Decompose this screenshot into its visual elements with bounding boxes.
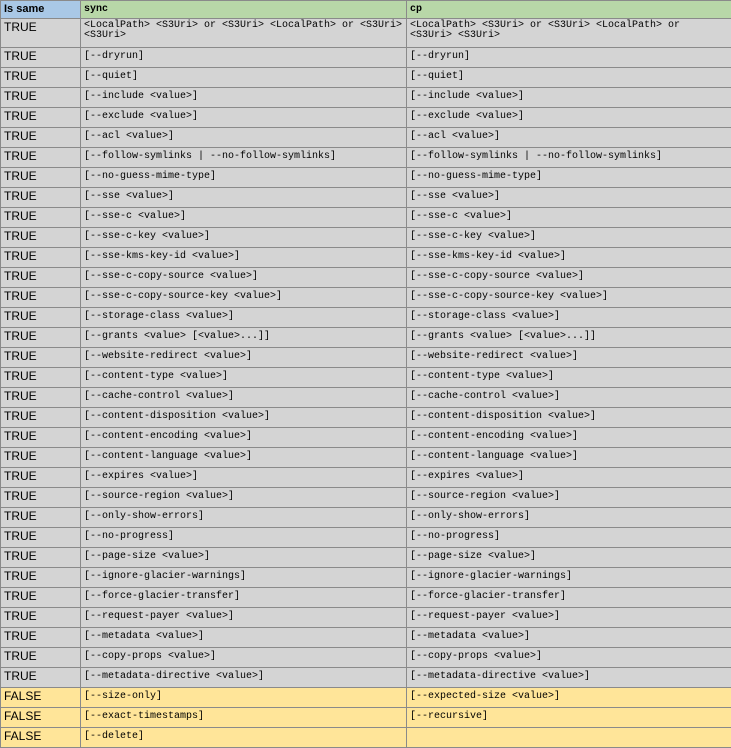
cell-sync[interactable]: [--source-region <value>]: [81, 488, 407, 508]
cell-sync[interactable]: [--cache-control <value>]: [81, 388, 407, 408]
cell-cp[interactable]: [--sse-c-copy-source <value>]: [407, 268, 731, 288]
cell-sync[interactable]: [--only-show-errors]: [81, 508, 407, 528]
cell-sync[interactable]: [--content-encoding <value>]: [81, 428, 407, 448]
header-is-same[interactable]: Is same: [1, 1, 81, 19]
cell-is-same[interactable]: TRUE: [1, 348, 81, 368]
table-row: [1, 568, 731, 588]
cell-is-same[interactable]: TRUE: [1, 328, 81, 348]
cell-is-same[interactable]: TRUE: [1, 19, 81, 48]
cell-sync[interactable]: [--sse-kms-key-id <value>]: [81, 248, 407, 268]
cell-cp[interactable]: [--request-payer <value>]: [407, 608, 731, 628]
table-row: [1, 19, 731, 48]
cell-cp[interactable]: [--sse <value>]: [407, 188, 731, 208]
table-row: [1, 408, 731, 428]
cell-sync[interactable]: [--content-disposition <value>]: [81, 408, 407, 428]
cell-sync[interactable]: [--size-only]: [81, 688, 407, 708]
cell-sync[interactable]: [--metadata-directive <value>]: [81, 668, 407, 688]
table-row: [1, 708, 731, 728]
cell-sync[interactable]: [--content-type <value>]: [81, 368, 407, 388]
cell-sync[interactable]: [--page-size <value>]: [81, 548, 407, 568]
cell-is-same[interactable]: TRUE: [1, 668, 81, 688]
cell-is-same[interactable]: FALSE: [1, 688, 81, 708]
table-row: [1, 268, 731, 288]
cell-cp[interactable]: [--no-progress]: [407, 528, 731, 548]
cell-is-same[interactable]: TRUE: [1, 388, 81, 408]
cell-cp[interactable]: [--storage-class <value>]: [407, 308, 731, 328]
cell-is-same[interactable]: TRUE: [1, 608, 81, 628]
table-row: [1, 448, 731, 468]
cell-sync[interactable]: [--ignore-glacier-warnings]: [81, 568, 407, 588]
cell-sync[interactable]: [--follow-symlinks | --no-follow-symlinks]: [81, 148, 407, 168]
table-row: [1, 428, 731, 448]
cell-cp[interactable]: [--sse-c-copy-source-key <value>]: [407, 288, 731, 308]
cell-sync[interactable]: [--sse-c-key <value>]: [81, 228, 407, 248]
cell-is-same[interactable]: TRUE: [1, 588, 81, 608]
cell-is-same[interactable]: TRUE: [1, 628, 81, 648]
cell-cp[interactable]: [--acl <value>]: [407, 128, 731, 148]
cell-cp[interactable]: [--content-encoding <value>]: [407, 428, 731, 448]
cell-cp[interactable]: [--exclude <value>]: [407, 108, 731, 128]
cell-is-same[interactable]: TRUE: [1, 48, 81, 68]
cell-cp[interactable]: [--content-disposition <value>]: [407, 408, 731, 428]
cell-cp[interactable]: [--content-type <value>]: [407, 368, 731, 388]
table-body: [1, 19, 731, 748]
cell-sync[interactable]: [--no-progress]: [81, 528, 407, 548]
cell-cp[interactable]: [--quiet]: [407, 68, 731, 88]
cell-sync[interactable]: [--sse <value>]: [81, 188, 407, 208]
cell-sync[interactable]: [--sse-c-copy-source-key <value>]: [81, 288, 407, 308]
table-row: [1, 668, 731, 688]
header-sync[interactable]: sync: [81, 1, 407, 19]
cell-is-same[interactable]: FALSE: [1, 728, 81, 748]
cell-cp[interactable]: [--only-show-errors]: [407, 508, 731, 528]
table-row: [1, 488, 731, 508]
cell-cp[interactable]: [--recursive]: [407, 708, 731, 728]
cell-is-same[interactable]: TRUE: [1, 68, 81, 88]
cell-sync[interactable]: [--acl <value>]: [81, 128, 407, 148]
cell-cp[interactable]: [--ignore-glacier-warnings]: [407, 568, 731, 588]
cell-is-same[interactable]: TRUE: [1, 148, 81, 168]
cell-is-same[interactable]: TRUE: [1, 308, 81, 328]
cell-cp[interactable]: [--include <value>]: [407, 88, 731, 108]
cell-sync[interactable]: [--metadata <value>]: [81, 628, 407, 648]
table-row: [1, 188, 731, 208]
cell-sync[interactable]: [--sse-c-copy-source <value>]: [81, 268, 407, 288]
table-row: [1, 128, 731, 148]
cell-sync[interactable]: [--force-glacier-transfer]: [81, 588, 407, 608]
cell-is-same[interactable]: TRUE: [1, 168, 81, 188]
cell-sync[interactable]: [--delete]: [81, 728, 407, 748]
cell-cp[interactable]: [--metadata-directive <value>]: [407, 668, 731, 688]
cell-sync[interactable]: [--expires <value>]: [81, 468, 407, 488]
table-row: [1, 548, 731, 568]
table-row: [1, 348, 731, 368]
cell-cp[interactable]: <LocalPath> <S3Uri> or <S3Uri> <LocalPath> or <S3Uri> <S3Uri>: [407, 19, 731, 48]
header-cp[interactable]: cp: [407, 1, 731, 19]
table-row: [1, 688, 731, 708]
table-row: [1, 528, 731, 548]
table-row: [1, 388, 731, 408]
cell-is-same[interactable]: TRUE: [1, 188, 81, 208]
cell-sync[interactable]: [--sse-c <value>]: [81, 208, 407, 228]
cell-cp[interactable]: [--sse-c <value>]: [407, 208, 731, 228]
table-row: [1, 648, 731, 668]
cell-is-same[interactable]: TRUE: [1, 208, 81, 228]
cell-cp[interactable]: [--no-guess-mime-type]: [407, 168, 731, 188]
cell-is-same[interactable]: TRUE: [1, 228, 81, 248]
cell-cp[interactable]: [--source-region <value>]: [407, 488, 731, 508]
table-row: [1, 288, 731, 308]
cell-is-same[interactable]: TRUE: [1, 488, 81, 508]
cell-cp[interactable]: [--page-size <value>]: [407, 548, 731, 568]
cell-cp[interactable]: [--sse-c-key <value>]: [407, 228, 731, 248]
table-row: [1, 208, 731, 228]
table-row: [1, 508, 731, 528]
cell-is-same[interactable]: TRUE: [1, 408, 81, 428]
cell-sync[interactable]: [--copy-props <value>]: [81, 648, 407, 668]
cell-cp[interactable]: [--sse-kms-key-id <value>]: [407, 248, 731, 268]
cell-cp[interactable]: [--expected-size <value>]: [407, 688, 731, 708]
cell-is-same[interactable]: TRUE: [1, 368, 81, 388]
table-row: [1, 48, 731, 68]
cell-sync[interactable]: [--grants <value> [<value>...]]: [81, 328, 407, 348]
table-row: [1, 228, 731, 248]
cell-sync[interactable]: <LocalPath> <S3Uri> or <S3Uri> <LocalPath> or <S3Uri> <S3Uri>: [81, 19, 407, 48]
cell-is-same[interactable]: TRUE: [1, 448, 81, 468]
cell-is-same[interactable]: TRUE: [1, 428, 81, 448]
table-row: [1, 368, 731, 388]
cell-cp[interactable]: [--follow-symlinks | --no-follow-symlinks]: [407, 148, 731, 168]
cell-sync[interactable]: [--dryrun]: [81, 48, 407, 68]
cell-cp[interactable]: [--content-language <value>]: [407, 448, 731, 468]
table-row: [1, 148, 731, 168]
cell-cp[interactable]: [--metadata <value>]: [407, 628, 731, 648]
table-row: [1, 308, 731, 328]
cell-is-same[interactable]: TRUE: [1, 568, 81, 588]
cell-is-same[interactable]: TRUE: [1, 508, 81, 528]
table-row: [1, 328, 731, 348]
table-row: [1, 588, 731, 608]
cell-sync[interactable]: [--content-language <value>]: [81, 448, 407, 468]
cell-sync[interactable]: [--website-redirect <value>]: [81, 348, 407, 368]
table-row: [1, 608, 731, 628]
cell-sync[interactable]: [--storage-class <value>]: [81, 308, 407, 328]
cell-sync[interactable]: [--request-payer <value>]: [81, 608, 407, 628]
cell-is-same[interactable]: FALSE: [1, 708, 81, 728]
cell-cp[interactable]: [--grants <value> [<value>...]]: [407, 328, 731, 348]
table-row: [1, 468, 731, 488]
cell-sync[interactable]: [--exclude <value>]: [81, 108, 407, 128]
table-row: [1, 88, 731, 108]
table-row: [1, 108, 731, 128]
cell-is-same[interactable]: TRUE: [1, 648, 81, 668]
header-row: [1, 1, 731, 19]
cell-sync[interactable]: [--include <value>]: [81, 88, 407, 108]
cell-is-same[interactable]: TRUE: [1, 268, 81, 288]
cell-is-same[interactable]: TRUE: [1, 128, 81, 148]
cell-is-same[interactable]: TRUE: [1, 548, 81, 568]
cell-sync[interactable]: [--no-guess-mime-type]: [81, 168, 407, 188]
cell-cp[interactable]: [--force-glacier-transfer]: [407, 588, 731, 608]
table-row: [1, 248, 731, 268]
cell-is-same[interactable]: TRUE: [1, 288, 81, 308]
cell-is-same[interactable]: TRUE: [1, 88, 81, 108]
cell-cp[interactable]: [--expires <value>]: [407, 468, 731, 488]
table-row: [1, 68, 731, 88]
cell-cp[interactable]: [--website-redirect <value>]: [407, 348, 731, 368]
cell-sync[interactable]: [--exact-timestamps]: [81, 708, 407, 728]
cell-is-same[interactable]: TRUE: [1, 248, 81, 268]
table-row: [1, 628, 731, 648]
table-row: [1, 168, 731, 188]
cell-cp[interactable]: [--dryrun]: [407, 48, 731, 68]
cell-is-same[interactable]: TRUE: [1, 528, 81, 548]
cell-is-same[interactable]: TRUE: [1, 468, 81, 488]
cell-cp[interactable]: [--copy-props <value>]: [407, 648, 731, 668]
cell-cp[interactable]: [--cache-control <value>]: [407, 388, 731, 408]
cell-is-same[interactable]: TRUE: [1, 108, 81, 128]
cell-sync[interactable]: [--quiet]: [81, 68, 407, 88]
